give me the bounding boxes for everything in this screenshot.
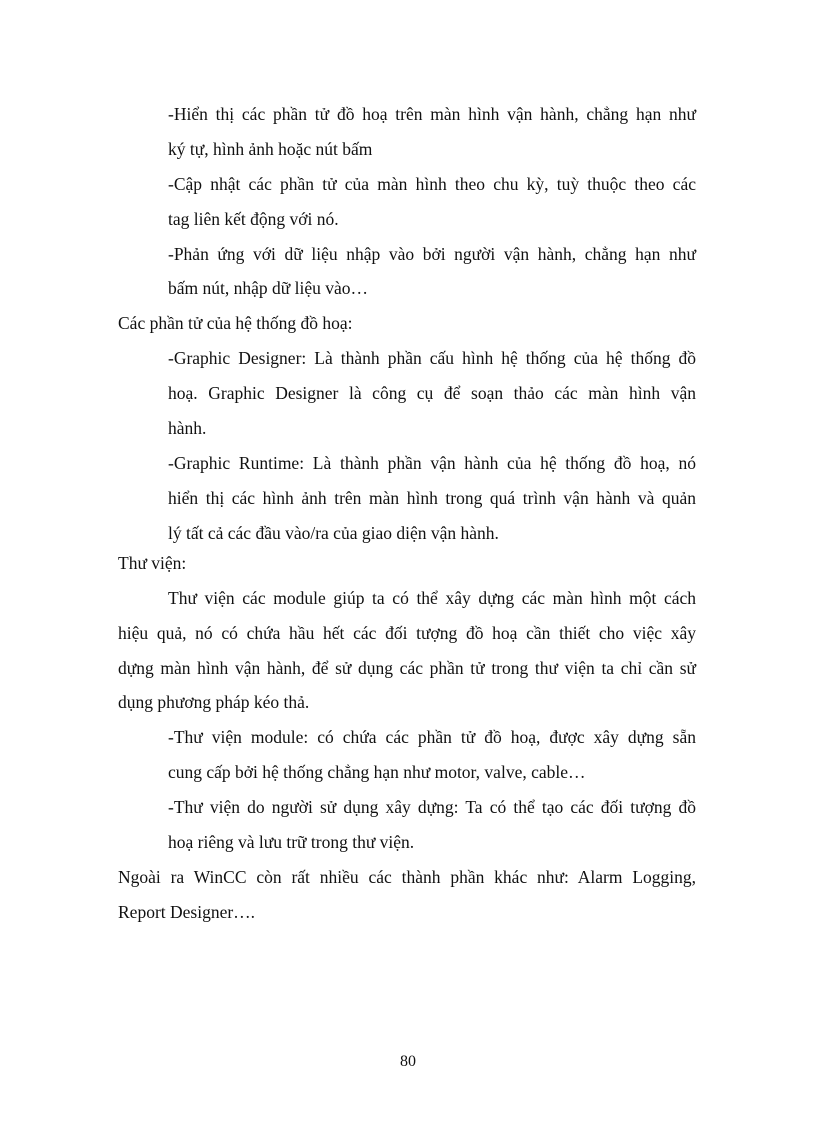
text-line: tag liên kết động với nó. xyxy=(168,209,339,229)
text-line: Ngoài ra WinCC còn rất nhiều các thành phần khác như: Alarm Logging, xyxy=(118,867,696,887)
text-line: -Graphic Designer: Là thành phần cấu hình hệ thống của hệ thống đồ xyxy=(168,348,696,368)
text-line: Report Designer…. xyxy=(118,902,256,922)
page-number: 80 xyxy=(400,1053,416,1070)
text-line: -Phản ứng với dữ liệu nhập vào bởi người vận hành, chẳng hạn như xyxy=(168,244,696,264)
text-line: hoạ riêng và lưu trữ trong thư viện. xyxy=(168,832,415,852)
text-line: -Thư viện do người sử dụng xây dựng: Ta có thể tạo các đối tượng đồ xyxy=(168,797,696,817)
text-line: -Hiển thị các phần tử đồ hoạ trên màn hình vận hành, chẳng hạn như xyxy=(168,104,696,124)
text-line: hành. xyxy=(168,418,207,438)
text-line: -Thư viện module: có chứa các phần tử đồ hoạ, được xây dựng sẵn xyxy=(168,727,696,747)
section-heading: Thư viện: xyxy=(118,553,187,573)
text-line: -Cập nhật các phần tử của màn hình theo chu kỳ, tuỳ thuộc theo các xyxy=(168,174,696,194)
text-line: hiệu quả, nó có chứa hầu hết các đối tượng đồ hoạ cần thiết cho việc xây xyxy=(118,623,696,643)
text-line: lý tất cả các đầu vào/ra của giao diện vận hành. xyxy=(168,523,499,543)
text-line: hiển thị các hình ảnh trên màn hình trong quá trình vận hành và quản xyxy=(168,488,696,508)
text-line: hoạ. Graphic Designer là công cụ để soạn thảo các màn hình vận xyxy=(168,383,696,403)
section-heading: Các phần tử của hệ thống đồ hoạ: xyxy=(118,313,353,333)
text-line: dựng màn hình vận hành, để sử dụng các phần tử trong thư viện ta chỉ cần sử xyxy=(118,658,696,678)
text-line: bấm nút, nhập dữ liệu vào… xyxy=(168,278,369,298)
text-line: cung cấp bởi hệ thống chẳng hạn như motor, valve, cable… xyxy=(168,762,586,782)
text-line: dụng phương pháp kéo thả. xyxy=(118,692,310,712)
text-line: -Graphic Runtime: Là thành phần vận hành của hệ thống đồ hoạ, nó xyxy=(168,453,696,473)
text-line: ký tự, hình ảnh hoặc nút bấm xyxy=(168,139,373,159)
text-line: Thư viện các module giúp ta có thể xây dựng các màn hình một cách xyxy=(168,588,696,608)
